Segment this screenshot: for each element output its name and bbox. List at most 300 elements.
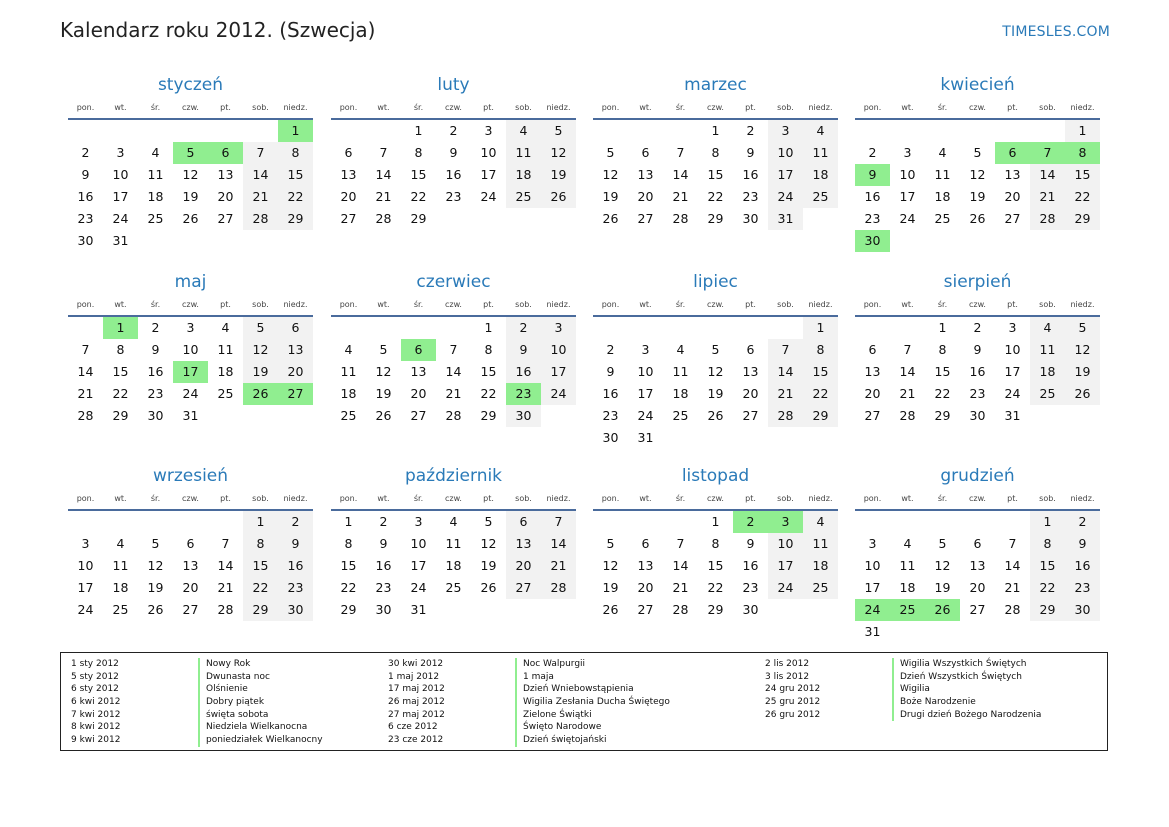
weekday-label: czw. bbox=[707, 300, 724, 309]
day-cell: 1 bbox=[414, 123, 423, 138]
empty-cell bbox=[628, 511, 663, 533]
weekday-header bbox=[331, 489, 576, 511]
weekday-label: niedz. bbox=[808, 494, 833, 503]
day-cell: 3 bbox=[768, 120, 803, 142]
empty-cell bbox=[138, 511, 173, 533]
empty-cell bbox=[628, 120, 663, 142]
day-cell: 21 bbox=[375, 189, 392, 204]
day-cell: 3 bbox=[868, 536, 877, 551]
day-cell: 3 bbox=[186, 320, 195, 335]
weekday-label: pon. bbox=[863, 300, 882, 309]
day-cell: 12 bbox=[541, 142, 576, 164]
day-cell: 13 bbox=[506, 533, 541, 555]
day-cell: 9 bbox=[506, 339, 541, 361]
day-cell: 16 bbox=[969, 364, 986, 379]
holiday-name: Dwunasta noc bbox=[198, 671, 270, 684]
day-cell: 1 bbox=[243, 511, 278, 533]
day-cell: 7 bbox=[379, 145, 388, 160]
day-cell: 13 bbox=[637, 167, 654, 182]
day-cell: 31 bbox=[864, 624, 881, 639]
holiday-column-3 bbox=[765, 658, 1095, 721]
day-cell: 19 bbox=[243, 361, 278, 383]
day-cell: 22 bbox=[278, 186, 313, 208]
page-title: Kalendarz roku 2012. (Szwecja) bbox=[60, 18, 376, 42]
day-cell: 17 bbox=[480, 167, 497, 182]
day-cell: 21 bbox=[1030, 186, 1065, 208]
day-cell: 24 bbox=[541, 383, 576, 405]
holiday-entry bbox=[388, 683, 708, 696]
day-cell: 25 bbox=[147, 211, 164, 226]
day-cell: 22 bbox=[934, 386, 951, 401]
day-cell: 11 bbox=[217, 342, 234, 357]
day-cell: 16 bbox=[77, 189, 94, 204]
day-cell: 5 bbox=[243, 317, 278, 339]
weekday-label: śr. bbox=[150, 300, 161, 309]
holiday-date: 1 sty 2012 bbox=[71, 659, 119, 669]
holiday-date: 1 maj 2012 bbox=[388, 671, 440, 682]
day-cell: 12 bbox=[1065, 339, 1100, 361]
day-grid bbox=[68, 317, 313, 427]
month-1 bbox=[68, 72, 313, 252]
empty-cell bbox=[208, 120, 243, 142]
empty-cell bbox=[925, 511, 960, 533]
day-cell: 15 bbox=[112, 364, 129, 379]
day-cell: 20 bbox=[864, 386, 881, 401]
day-cell: 29 bbox=[1030, 599, 1065, 621]
day-cell: 26 bbox=[1065, 383, 1100, 405]
day-cell: 30 bbox=[278, 599, 313, 621]
day-cell: 22 bbox=[1030, 577, 1065, 599]
weekday-label: pon. bbox=[76, 103, 95, 112]
holiday-date: 17 maj 2012 bbox=[388, 684, 445, 695]
day-cell: 18 bbox=[803, 555, 838, 577]
day-cell: 29 bbox=[112, 408, 129, 423]
holiday-entry bbox=[71, 734, 371, 747]
day-cell: 26 bbox=[375, 408, 392, 423]
day-grid bbox=[68, 120, 313, 252]
holiday-legend bbox=[60, 652, 1108, 751]
holiday-name: Niedziela Wielkanocna bbox=[198, 721, 307, 734]
day-cell: 19 bbox=[375, 386, 392, 401]
empty-cell bbox=[103, 120, 138, 142]
weekday-label: pt. bbox=[483, 494, 494, 503]
weekday-header bbox=[855, 489, 1100, 511]
day-cell: 3 bbox=[541, 317, 576, 339]
empty-cell bbox=[68, 120, 103, 142]
empty-cell bbox=[995, 511, 1030, 533]
day-cell: 25 bbox=[112, 602, 129, 617]
day-cell: 3 bbox=[81, 536, 90, 551]
holiday-day-cell: 3 bbox=[768, 511, 803, 533]
day-cell: 24 bbox=[410, 580, 427, 595]
holiday-entry bbox=[765, 709, 1095, 722]
day-cell: 2 bbox=[746, 123, 755, 138]
weekday-label: sob. bbox=[777, 300, 794, 309]
day-cell: 8 bbox=[711, 536, 720, 551]
weekday-label: sob. bbox=[777, 494, 794, 503]
day-cell: 3 bbox=[484, 123, 493, 138]
day-cell: 9 bbox=[379, 536, 388, 551]
day-cell: 5 bbox=[151, 536, 160, 551]
day-cell: 23 bbox=[742, 189, 759, 204]
holiday-day-cell: 24 bbox=[855, 599, 890, 621]
weekday-header bbox=[593, 98, 838, 120]
day-cell: 14 bbox=[243, 164, 278, 186]
empty-cell bbox=[628, 317, 663, 339]
day-cell: 6 bbox=[973, 536, 982, 551]
day-cell: 3 bbox=[903, 145, 912, 160]
day-cell: 11 bbox=[934, 167, 951, 182]
day-cell: 24 bbox=[768, 186, 803, 208]
day-cell: 16 bbox=[742, 558, 759, 573]
day-cell: 21 bbox=[1004, 580, 1021, 595]
day-cell: 7 bbox=[676, 145, 685, 160]
day-cell: 18 bbox=[217, 364, 234, 379]
holiday-day-cell: 2 bbox=[733, 511, 768, 533]
holiday-date: 2 lis 2012 bbox=[765, 659, 810, 669]
empty-cell bbox=[855, 120, 890, 142]
day-cell: 1 bbox=[711, 123, 720, 138]
day-grid bbox=[331, 317, 576, 427]
day-cell: 19 bbox=[1065, 361, 1100, 383]
month-12 bbox=[855, 463, 1100, 643]
holiday-day-cell: 9 bbox=[855, 164, 890, 186]
day-cell: 24 bbox=[182, 386, 199, 401]
weekday-label: pon. bbox=[863, 494, 882, 503]
day-cell: 30 bbox=[742, 602, 759, 617]
day-cell: 22 bbox=[480, 386, 497, 401]
day-cell: 18 bbox=[1030, 361, 1065, 383]
day-cell: 15 bbox=[243, 555, 278, 577]
day-cell: 24 bbox=[768, 577, 803, 599]
day-cell: 9 bbox=[449, 145, 458, 160]
day-cell: 28 bbox=[541, 577, 576, 599]
day-cell: 18 bbox=[899, 580, 916, 595]
day-cell: 4 bbox=[803, 120, 838, 142]
empty-cell bbox=[366, 317, 401, 339]
day-cell: 20 bbox=[637, 189, 654, 204]
empty-cell bbox=[995, 120, 1030, 142]
day-cell: 26 bbox=[147, 602, 164, 617]
holiday-entry bbox=[388, 671, 708, 684]
day-cell: 3 bbox=[641, 342, 650, 357]
day-cell: 16 bbox=[506, 361, 541, 383]
day-cell: 15 bbox=[934, 364, 951, 379]
weekday-label: niedz. bbox=[283, 300, 308, 309]
day-cell: 5 bbox=[711, 342, 720, 357]
day-cell: 14 bbox=[768, 361, 803, 383]
day-cell: 6 bbox=[278, 317, 313, 339]
day-cell: 21 bbox=[899, 386, 916, 401]
day-cell: 31 bbox=[768, 208, 803, 230]
weekday-label: pt. bbox=[220, 300, 231, 309]
weekday-label: sob. bbox=[1039, 103, 1056, 112]
weekday-label: pon. bbox=[339, 494, 358, 503]
month-name: czerwiec bbox=[416, 272, 491, 292]
day-cell: 2 bbox=[379, 514, 388, 529]
day-cell: 9 bbox=[746, 536, 755, 551]
day-cell: 12 bbox=[707, 364, 724, 379]
weekday-label: sob. bbox=[252, 300, 269, 309]
day-cell: 20 bbox=[410, 386, 427, 401]
day-cell: 2 bbox=[449, 123, 458, 138]
weekday-label: wt. bbox=[639, 300, 652, 309]
day-cell: 28 bbox=[1030, 208, 1065, 230]
day-cell: 18 bbox=[803, 164, 838, 186]
day-cell: 6 bbox=[186, 536, 195, 551]
day-cell: 30 bbox=[147, 408, 164, 423]
empty-cell bbox=[593, 120, 628, 142]
weekday-label: śr. bbox=[413, 300, 424, 309]
day-cell: 31 bbox=[112, 233, 129, 248]
empty-cell bbox=[698, 317, 733, 339]
empty-cell bbox=[663, 317, 698, 339]
weekday-header bbox=[855, 295, 1100, 317]
weekday-label: śr. bbox=[937, 103, 948, 112]
day-cell: 28 bbox=[768, 405, 803, 427]
day-cell: 9 bbox=[278, 533, 313, 555]
weekday-label: pt. bbox=[1007, 494, 1018, 503]
weekday-header bbox=[331, 98, 576, 120]
day-cell: 23 bbox=[147, 386, 164, 401]
day-cell: 8 bbox=[344, 536, 353, 551]
weekday-label: wt. bbox=[901, 300, 914, 309]
day-cell: 23 bbox=[602, 408, 619, 423]
day-cell: 26 bbox=[602, 602, 619, 617]
day-cell: 8 bbox=[243, 533, 278, 555]
day-cell: 26 bbox=[480, 580, 497, 595]
empty-cell bbox=[436, 317, 471, 339]
weekday-label: czw. bbox=[969, 300, 986, 309]
holiday-day-cell: 8 bbox=[1065, 142, 1100, 164]
day-cell: 4 bbox=[938, 145, 947, 160]
weekday-label: wt. bbox=[639, 494, 652, 503]
day-cell: 21 bbox=[77, 386, 94, 401]
holiday-date: 23 cze 2012 bbox=[388, 735, 444, 746]
weekday-header bbox=[68, 489, 313, 511]
day-cell: 17 bbox=[541, 361, 576, 383]
weekday-header bbox=[331, 295, 576, 317]
empty-cell bbox=[890, 317, 925, 339]
day-cell: 27 bbox=[864, 408, 881, 423]
day-cell: 8 bbox=[1030, 533, 1065, 555]
day-cell: 28 bbox=[217, 602, 234, 617]
empty-cell bbox=[768, 317, 803, 339]
holiday-entry bbox=[765, 658, 1095, 671]
day-cell: 15 bbox=[803, 361, 838, 383]
holiday-date: 26 maj 2012 bbox=[388, 697, 445, 708]
holiday-name: Olśnienie bbox=[198, 683, 248, 696]
day-cell: 22 bbox=[803, 383, 838, 405]
day-cell: 21 bbox=[243, 186, 278, 208]
day-cell: 12 bbox=[243, 339, 278, 361]
day-cell: 1 bbox=[938, 320, 947, 335]
month-8 bbox=[855, 269, 1100, 427]
day-cell: 25 bbox=[340, 408, 357, 423]
weekday-label: pon. bbox=[601, 103, 620, 112]
day-cell: 15 bbox=[480, 364, 497, 379]
holiday-day-cell: 6 bbox=[401, 339, 436, 361]
day-cell: 23 bbox=[864, 211, 881, 226]
day-cell: 4 bbox=[903, 536, 912, 551]
day-cell: 12 bbox=[480, 536, 497, 551]
day-cell: 18 bbox=[506, 164, 541, 186]
month-name: maj bbox=[174, 272, 207, 292]
day-cell: 16 bbox=[278, 555, 313, 577]
empty-cell bbox=[366, 120, 401, 142]
day-cell: 28 bbox=[445, 408, 462, 423]
day-cell: 13 bbox=[864, 364, 881, 379]
day-cell: 2 bbox=[278, 511, 313, 533]
day-cell: 2 bbox=[81, 145, 90, 160]
month-name: luty bbox=[437, 75, 470, 95]
holiday-date: 3 lis 2012 bbox=[765, 671, 810, 682]
weekday-label: niedz. bbox=[546, 300, 571, 309]
day-cell: 23 bbox=[742, 580, 759, 595]
day-cell: 24 bbox=[899, 211, 916, 226]
weekday-label: pt. bbox=[745, 103, 756, 112]
weekday-label: pt. bbox=[745, 494, 756, 503]
day-cell: 12 bbox=[375, 364, 392, 379]
weekday-label: niedz. bbox=[546, 494, 571, 503]
day-cell: 27 bbox=[182, 602, 199, 617]
empty-cell bbox=[173, 120, 208, 142]
weekday-label: czw. bbox=[182, 494, 199, 503]
weekday-label: czw. bbox=[969, 494, 986, 503]
day-cell: 4 bbox=[1030, 317, 1065, 339]
weekday-header bbox=[593, 295, 838, 317]
day-cell: 13 bbox=[278, 339, 313, 361]
empty-cell bbox=[243, 120, 278, 142]
day-cell: 25 bbox=[672, 408, 689, 423]
day-cell: 24 bbox=[480, 189, 497, 204]
holiday-day-cell: 6 bbox=[995, 142, 1030, 164]
day-cell: 15 bbox=[410, 167, 427, 182]
day-cell: 12 bbox=[602, 167, 619, 182]
weekday-label: wt. bbox=[114, 300, 127, 309]
day-cell: 10 bbox=[637, 364, 654, 379]
day-grid bbox=[593, 511, 838, 621]
site-link[interactable]: TIMESLES.COM bbox=[1002, 24, 1110, 40]
day-cell: 19 bbox=[707, 386, 724, 401]
day-cell: 21 bbox=[445, 386, 462, 401]
day-cell: 13 bbox=[410, 364, 427, 379]
weekday-label: śr. bbox=[937, 494, 948, 503]
weekday-label: śr. bbox=[675, 300, 686, 309]
weekday-label: niedz. bbox=[1070, 103, 1095, 112]
day-cell: 17 bbox=[768, 164, 803, 186]
weekday-label: pon. bbox=[601, 494, 620, 503]
day-cell: 27 bbox=[506, 577, 541, 599]
empty-cell bbox=[593, 511, 628, 533]
day-grid bbox=[593, 120, 838, 230]
day-grid bbox=[68, 511, 313, 621]
day-cell: 10 bbox=[410, 536, 427, 551]
day-cell: 10 bbox=[768, 533, 803, 555]
day-cell: 6 bbox=[641, 145, 650, 160]
holiday-entry bbox=[388, 696, 708, 709]
day-cell: 20 bbox=[506, 555, 541, 577]
day-cell: 2 bbox=[506, 317, 541, 339]
empty-cell bbox=[103, 511, 138, 533]
holiday-entry bbox=[388, 734, 708, 747]
day-cell: 4 bbox=[344, 342, 353, 357]
empty-cell bbox=[331, 317, 366, 339]
day-cell: 4 bbox=[116, 536, 125, 551]
day-cell: 15 bbox=[340, 558, 357, 573]
day-cell: 9 bbox=[1065, 533, 1100, 555]
day-cell: 2 bbox=[868, 145, 877, 160]
holiday-date: 7 kwi 2012 bbox=[71, 709, 121, 720]
day-cell: 3 bbox=[1008, 320, 1017, 335]
day-cell: 11 bbox=[147, 167, 164, 182]
empty-cell bbox=[68, 511, 103, 533]
day-cell: 7 bbox=[243, 142, 278, 164]
day-cell: 12 bbox=[182, 167, 199, 182]
day-cell: 23 bbox=[375, 580, 392, 595]
day-cell: 25 bbox=[803, 577, 838, 599]
day-cell: 20 bbox=[969, 580, 986, 595]
day-cell: 2 bbox=[151, 320, 160, 335]
weekday-label: śr. bbox=[413, 494, 424, 503]
day-grid bbox=[855, 511, 1100, 643]
day-cell: 28 bbox=[243, 208, 278, 230]
day-cell: 9 bbox=[973, 342, 982, 357]
day-cell: 16 bbox=[1065, 555, 1100, 577]
empty-cell bbox=[1030, 120, 1065, 142]
day-cell: 26 bbox=[182, 211, 199, 226]
day-cell: 5 bbox=[1065, 317, 1100, 339]
holiday-column-2 bbox=[388, 658, 708, 747]
weekday-label: niedz. bbox=[546, 103, 571, 112]
day-cell: 13 bbox=[340, 167, 357, 182]
day-cell: 15 bbox=[1030, 555, 1065, 577]
day-cell: 18 bbox=[112, 580, 129, 595]
day-cell: 15 bbox=[707, 167, 724, 182]
day-cell: 7 bbox=[1008, 536, 1017, 551]
day-cell: 28 bbox=[1004, 602, 1021, 617]
day-cell: 29 bbox=[243, 599, 278, 621]
day-cell: 7 bbox=[676, 536, 685, 551]
day-cell: 21 bbox=[672, 580, 689, 595]
day-cell: 9 bbox=[151, 342, 160, 357]
day-cell: 16 bbox=[602, 386, 619, 401]
day-cell: 20 bbox=[742, 386, 759, 401]
day-cell: 15 bbox=[1065, 164, 1100, 186]
month-11 bbox=[593, 463, 838, 621]
weekday-label: wt. bbox=[901, 494, 914, 503]
weekday-label: niedz. bbox=[1070, 494, 1095, 503]
day-cell: 20 bbox=[637, 580, 654, 595]
holiday-entry bbox=[388, 721, 708, 734]
day-cell: 10 bbox=[541, 339, 576, 361]
day-cell: 21 bbox=[541, 555, 576, 577]
empty-cell bbox=[138, 120, 173, 142]
day-cell: 14 bbox=[1030, 164, 1065, 186]
holiday-day-cell: 7 bbox=[1030, 142, 1065, 164]
empty-cell bbox=[855, 511, 890, 533]
day-cell: 17 bbox=[768, 555, 803, 577]
holiday-day-cell: 17 bbox=[173, 361, 208, 383]
day-cell: 29 bbox=[707, 211, 724, 226]
day-cell: 4 bbox=[151, 145, 160, 160]
holiday-day-cell: 5 bbox=[173, 142, 208, 164]
day-cell: 22 bbox=[112, 386, 129, 401]
holiday-entry bbox=[71, 709, 371, 722]
weekday-label: pon. bbox=[339, 103, 358, 112]
day-cell: 27 bbox=[969, 602, 986, 617]
day-cell: 4 bbox=[803, 511, 838, 533]
